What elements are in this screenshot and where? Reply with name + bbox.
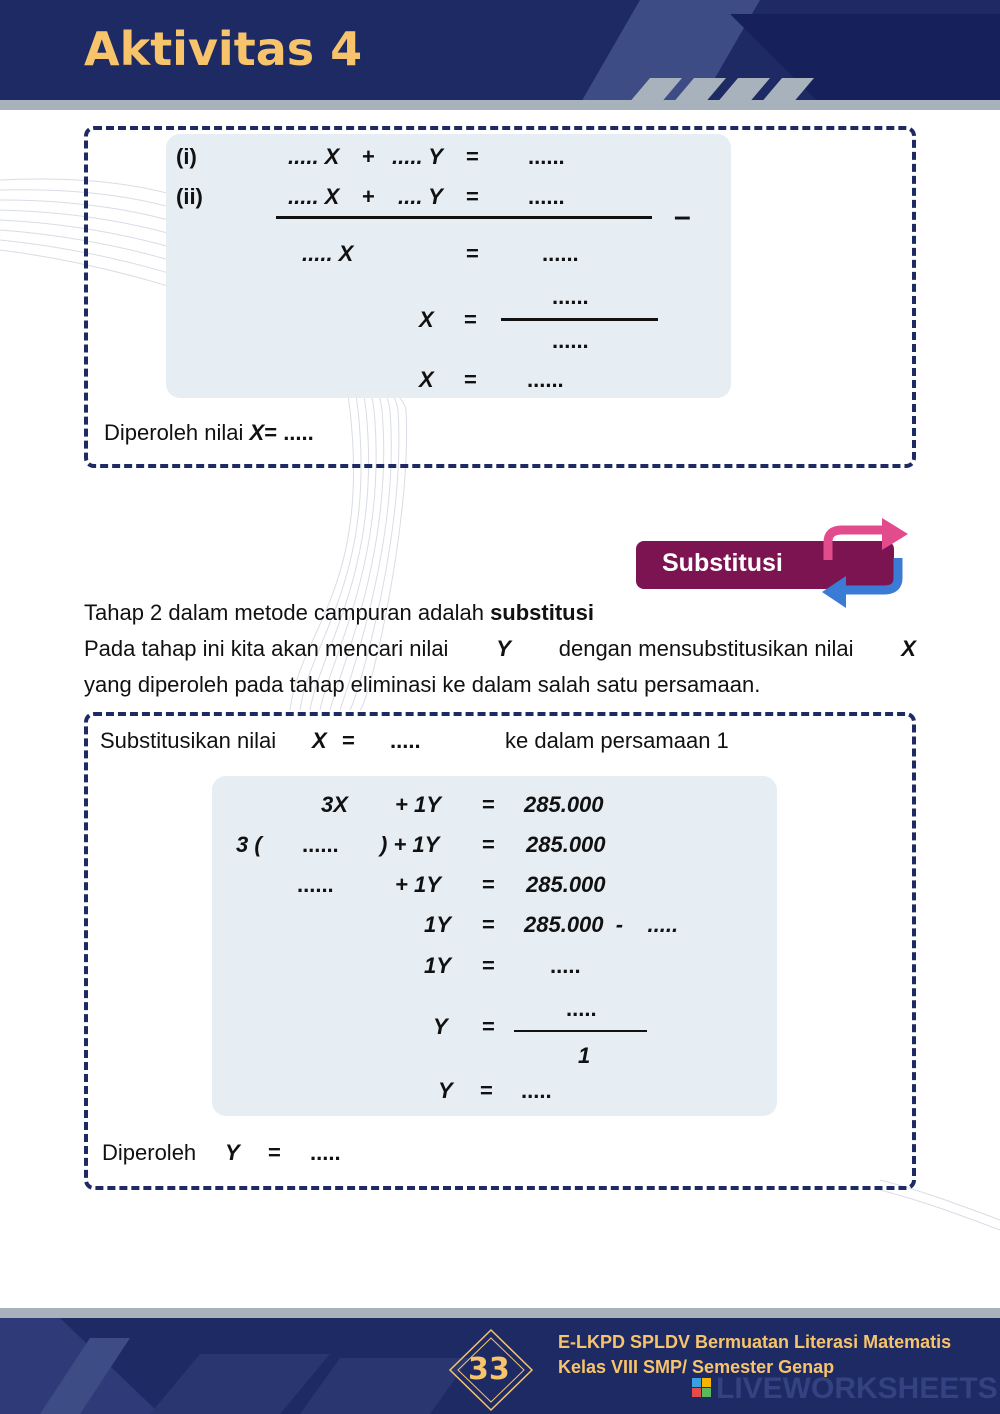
final-y-equals: = xyxy=(480,1078,493,1103)
y-result-prefix: Diperoleh xyxy=(102,1140,197,1165)
row3-equals: = xyxy=(466,241,479,266)
substitusi-badge-label: Substitusi xyxy=(662,549,783,577)
y-fraction-denominator: 1 xyxy=(578,1043,591,1068)
x-result-prefix: Diperoleh nilai xyxy=(104,420,244,445)
y-fraction-numerator[interactable]: ..... xyxy=(566,996,597,1021)
sub-row4-equals: = xyxy=(482,912,495,937)
sub-row4-rhs[interactable]: 285.000 - ..... xyxy=(524,912,679,937)
sub-row4-y-term: 1Y xyxy=(424,912,451,937)
row2-y-term: .... Y xyxy=(398,184,443,209)
intro-line-2 xyxy=(84,636,916,662)
equation-label-ii: (ii) xyxy=(176,184,203,209)
sub-row2-open-paren: 3 ( xyxy=(236,832,262,857)
substitution-header-equals: = xyxy=(342,728,355,753)
sub-row2-y-term: ) + 1Y xyxy=(380,832,440,857)
intro-line-2-b: dengan mensubstitusikan nilai xyxy=(558,636,854,661)
y-result-var: Y xyxy=(225,1140,240,1165)
sub-row1-rhs: 285.000 xyxy=(524,792,604,817)
page-number: 33 xyxy=(468,1352,510,1387)
x-fraction-numerator[interactable]: ...... xyxy=(552,284,589,309)
row4-x: X xyxy=(419,307,434,332)
row1-rhs-blank[interactable]: ...... xyxy=(528,144,565,169)
row3-rhs-blank[interactable]: ...... xyxy=(542,241,579,266)
row5-equals: = xyxy=(464,367,477,392)
x-fraction-denominator[interactable]: ...... xyxy=(552,328,589,353)
intro-line-3: yang diperoleh pada tahap eliminasi ke dalam salah satu persamaan. xyxy=(84,672,761,697)
intro-line-2-var-y: Y xyxy=(496,636,511,661)
row2-rhs-blank[interactable]: ...... xyxy=(528,184,565,209)
elimination-panel xyxy=(166,134,731,398)
page-footer xyxy=(0,1318,1000,1414)
y-fraction-equals: = xyxy=(482,1014,495,1039)
x-result-blank[interactable]: = ..... xyxy=(264,420,314,445)
header-stripe xyxy=(0,100,1000,110)
final-y-var: Y xyxy=(438,1078,453,1103)
footer-line-1: E-LKPD SPLDV Bermuatan Literasi Matematis xyxy=(558,1332,952,1352)
sub-row5-y-term: 1Y xyxy=(424,953,451,978)
sub-row3-rhs: 285.000 xyxy=(526,872,606,897)
row1-x-term: ..... X xyxy=(288,144,340,169)
row1-plus: + xyxy=(362,144,375,169)
minus-sign: – xyxy=(674,200,691,233)
sub-row1-equals: = xyxy=(482,792,495,817)
final-y-blank[interactable]: ..... xyxy=(521,1078,552,1103)
footer-line-2: Kelas VIII SMP/ Semester Genap xyxy=(558,1357,835,1377)
row1-equals: = xyxy=(466,144,479,169)
sub-row1-y-term: + 1Y xyxy=(395,792,441,817)
y-result-blank[interactable]: ..... xyxy=(310,1140,341,1165)
sub-row3-equals: = xyxy=(482,872,495,897)
substitution-header-prefix: Substitusikan nilai xyxy=(100,728,277,753)
sub-row2-rhs: 285.000 xyxy=(526,832,606,857)
x-fraction-bar xyxy=(501,318,658,321)
sub-row2-equals: = xyxy=(482,832,495,857)
sub-row3-blank[interactable]: ...... xyxy=(297,872,334,897)
watermark: LIVEWORKSHEETS xyxy=(716,1372,998,1405)
page-header xyxy=(0,0,1000,104)
sub-row5-rhs-blank[interactable]: ..... xyxy=(550,953,581,978)
substitution-header-suffix: ke dalam persamaan 1 xyxy=(505,728,729,753)
y-fraction-bar xyxy=(514,1030,647,1032)
intro-line-2-a: Pada tahap ini kita akan mencari nilai xyxy=(84,636,449,661)
row2-x-term: ..... X xyxy=(288,184,340,209)
row2-equals: = xyxy=(466,184,479,209)
liveworksheets-logo-icon xyxy=(692,1378,712,1398)
sub-row5-equals: = xyxy=(482,953,495,978)
cycle-arrows-icon xyxy=(818,518,912,612)
y-fraction-var: Y xyxy=(433,1014,448,1039)
sub-row3-y-term: + 1Y xyxy=(395,872,441,897)
row2-plus: + xyxy=(362,184,375,209)
row4-equals: = xyxy=(464,307,477,332)
intro-line-1 xyxy=(84,600,594,626)
intro-line-2-var-x: X xyxy=(901,636,916,661)
equation-label-i: (i) xyxy=(176,144,197,169)
intro-line-1-bold: substitusi xyxy=(490,600,594,625)
substitution-panel xyxy=(212,776,777,1116)
subtraction-line xyxy=(276,216,652,219)
intro-line-1-text: Tahap 2 dalam metode campuran adalah xyxy=(84,600,484,625)
row5-x: X xyxy=(419,367,434,392)
substitution-header-blank[interactable]: ..... xyxy=(390,728,421,753)
y-result-equals: = xyxy=(268,1140,281,1165)
page-title: Aktivitas 4 xyxy=(84,22,363,76)
substitution-header-var: X xyxy=(312,728,327,753)
x-result-var: X xyxy=(249,420,265,445)
row1-y-term: ..... Y xyxy=(392,144,443,169)
sub-row1-3x: 3X xyxy=(321,792,348,817)
sub-row2-blank[interactable]: ...... xyxy=(302,832,339,857)
row3-x-term: ..... X xyxy=(302,241,354,266)
row5-rhs-blank[interactable]: ...... xyxy=(527,367,564,392)
x-result-line xyxy=(104,420,314,446)
